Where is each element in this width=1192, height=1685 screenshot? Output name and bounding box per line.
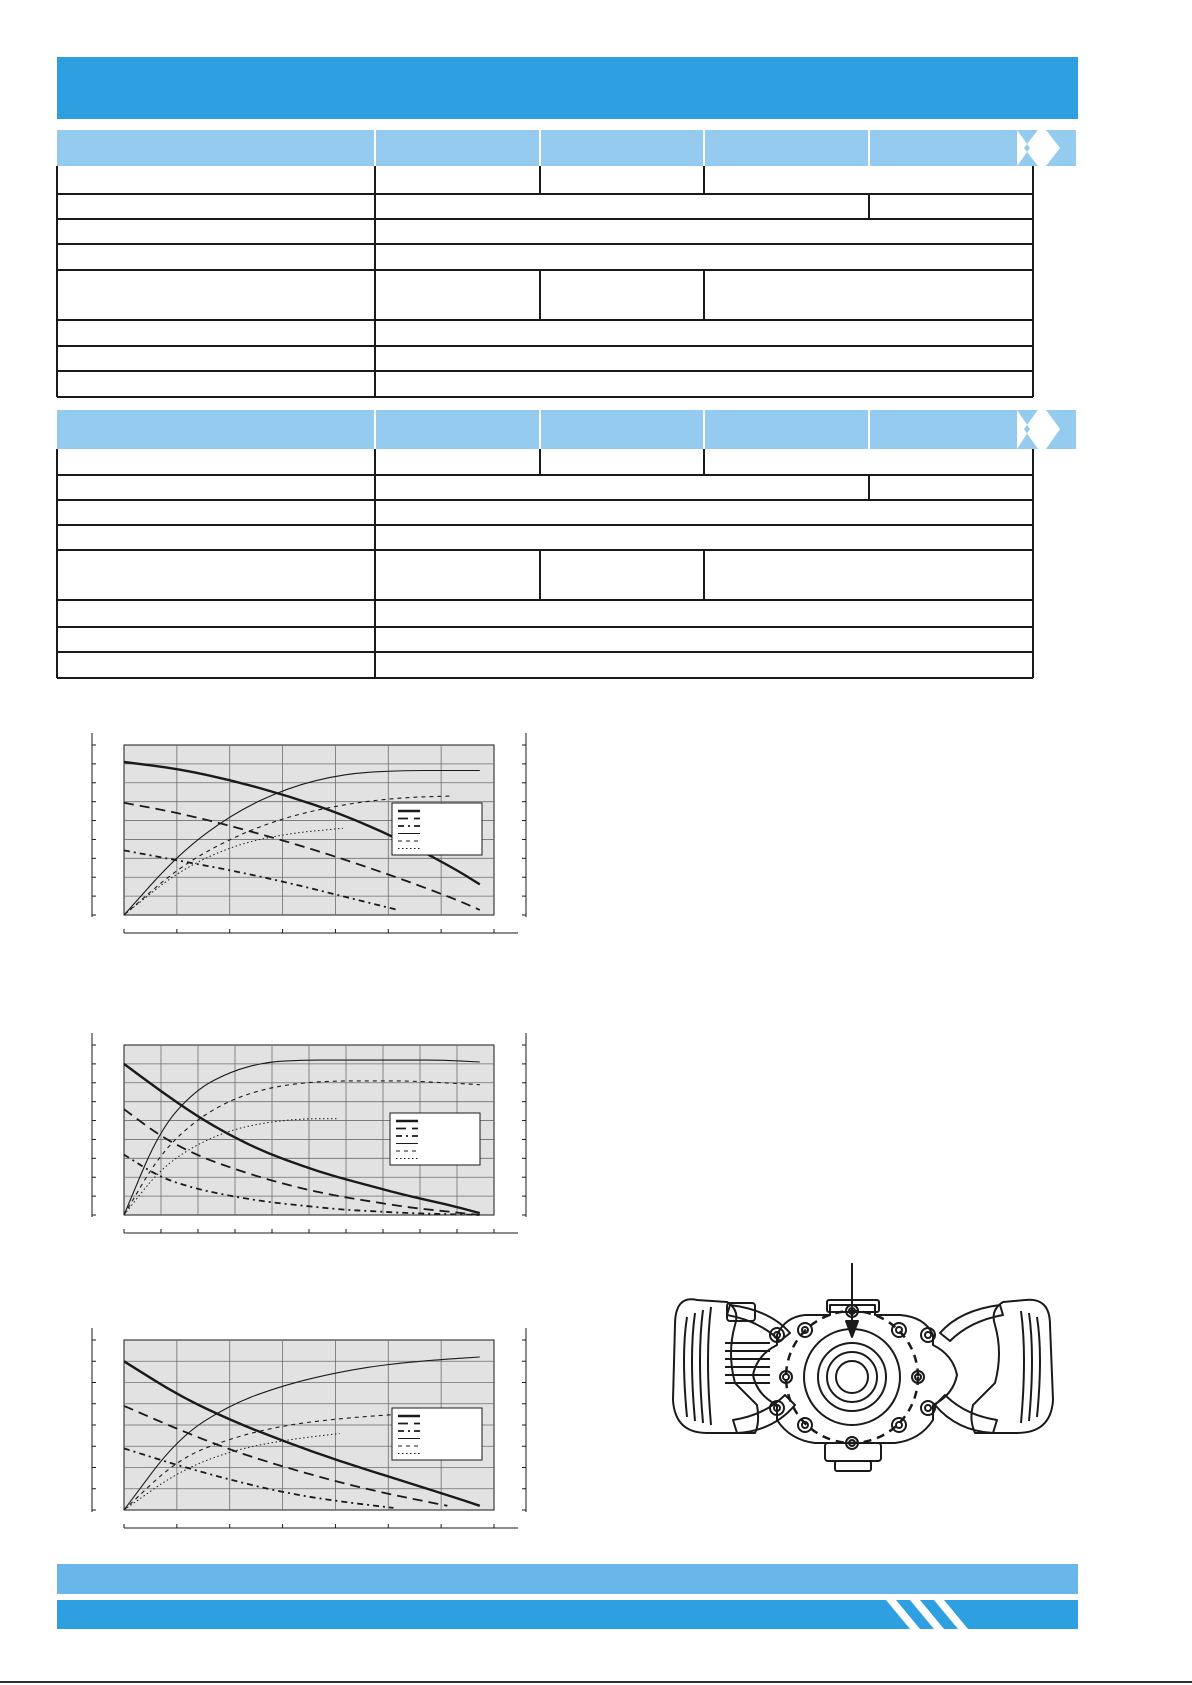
pump-curve-chart-2: [80, 1025, 530, 1245]
pump-curve-chart-1: [80, 725, 530, 945]
header-band: [57, 57, 1078, 119]
spec-table-1: [0, 120, 1192, 410]
spec-table-header: [57, 410, 1017, 449]
page-bottom-rule: [0, 1681, 1192, 1683]
chart-legend: [392, 803, 482, 855]
spec-table-header: [57, 130, 1017, 166]
footer-stripes-icon: [880, 1600, 1000, 1629]
chart-legend: [392, 1408, 482, 1460]
spec-table-2: [0, 400, 1192, 690]
tab-arrow-icon: [1017, 130, 1038, 166]
pump-curve-chart-3: [80, 1320, 530, 1540]
tab-chevron-icon: [1046, 130, 1076, 166]
tab-arrow-icon: [1017, 410, 1038, 449]
spec-table-grid: [57, 166, 1033, 397]
tab-chevron-icon: [1046, 410, 1076, 449]
chart-legend: [390, 1113, 480, 1165]
spec-table-grid: [57, 449, 1033, 678]
footer-band-light: [57, 1564, 1078, 1594]
pump-front-view-drawing: [665, 1255, 1065, 1515]
